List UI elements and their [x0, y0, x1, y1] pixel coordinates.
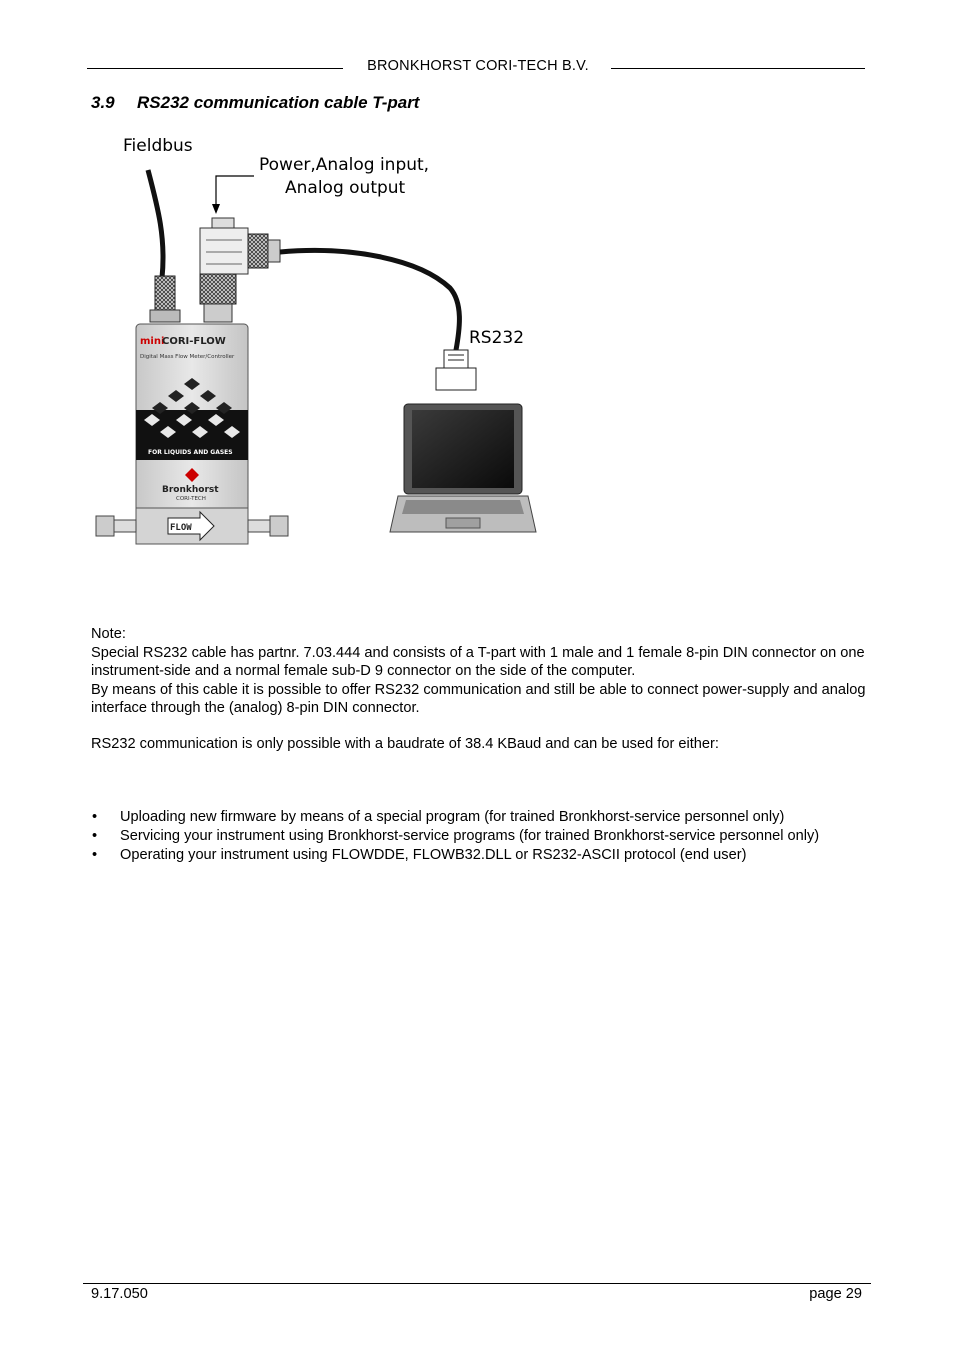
- section-number: 3.9: [91, 93, 115, 112]
- device-brand-name: CORI-FLOW: [162, 336, 226, 347]
- rs232-cable: [280, 251, 459, 351]
- fieldbus-cable: [148, 170, 163, 278]
- footer-rule: [83, 1283, 871, 1284]
- sub-d-connector: [444, 350, 468, 368]
- device-brand-prefix: mini: [140, 336, 165, 347]
- bullet-icon: •: [92, 809, 98, 825]
- header-rule-right: [611, 68, 865, 69]
- label-power-line1: Power,Analog input,: [259, 155, 430, 175]
- device-maker-sub: CORI-TECH: [176, 496, 206, 502]
- bullet-icon: •: [92, 828, 98, 845]
- fieldbus-connector: [155, 276, 175, 310]
- note-paragraph-2: By means of this cable it is possible to offer RS232 communication and still be able to connect power-supply and analog interface through the (analog) 8-pin DIN connector.: [91, 681, 866, 717]
- device-subtitle: Digital Mass Flow Meter/Controller: [140, 354, 235, 360]
- t-part-connector: [200, 228, 248, 274]
- header-company: BRONKHORST CORI-TECH B.V.: [348, 58, 608, 74]
- bullet-icon: •: [92, 847, 98, 864]
- device-flow-label: FLOW: [170, 523, 192, 533]
- power-pointer-arrow: [216, 176, 254, 208]
- section-title: RS232 communication cable T-part: [137, 93, 420, 112]
- device-maker: Bronkhorst: [162, 485, 219, 495]
- list-item: • Servicing your instrument using Bronkhorst-service programs (for trained Bronkhorst-service personnel only): [92, 828, 820, 845]
- list-item: • Uploading new firmware by means of a special program (for trained Bronkhorst-service personnel only): [92, 809, 785, 825]
- label-power-line2: Analog output: [285, 178, 406, 198]
- note-paragraph-1: Special RS232 cable has partnr. 7.03.444 and consists of a T-part with 1 male and 1 female 8-pin DIN connector on one instrument-side and a normal female sub-D 9 connector on the side of the computer.: [91, 644, 865, 680]
- footer-page-number: page 29: [809, 1286, 862, 1302]
- device-band-text: FOR LIQUIDS AND GASES: [148, 449, 233, 456]
- list-item: • Operating your instrument using FLOWDDE, FLOWB32.DLL or RS232-ASCII protocol (end user): [92, 847, 747, 864]
- section-heading: [91, 93, 419, 113]
- note-paragraph-3: RS232 communication is only possible with a baudrate of 38.4 KBaud and can be used for either:: [91, 736, 719, 752]
- footer-doc-number: 9.17.050: [91, 1286, 148, 1302]
- note-heading: Note:: [91, 626, 126, 642]
- label-fieldbus: Fieldbus: [123, 136, 193, 156]
- header-rule-left: [87, 68, 343, 69]
- instrument-illustration: [96, 324, 288, 544]
- note-block: [91, 625, 871, 718]
- usage-list: [91, 808, 861, 865]
- connection-figure: [88, 128, 548, 558]
- laptop-illustration: [390, 404, 536, 532]
- label-rs232: RS232: [469, 328, 525, 348]
